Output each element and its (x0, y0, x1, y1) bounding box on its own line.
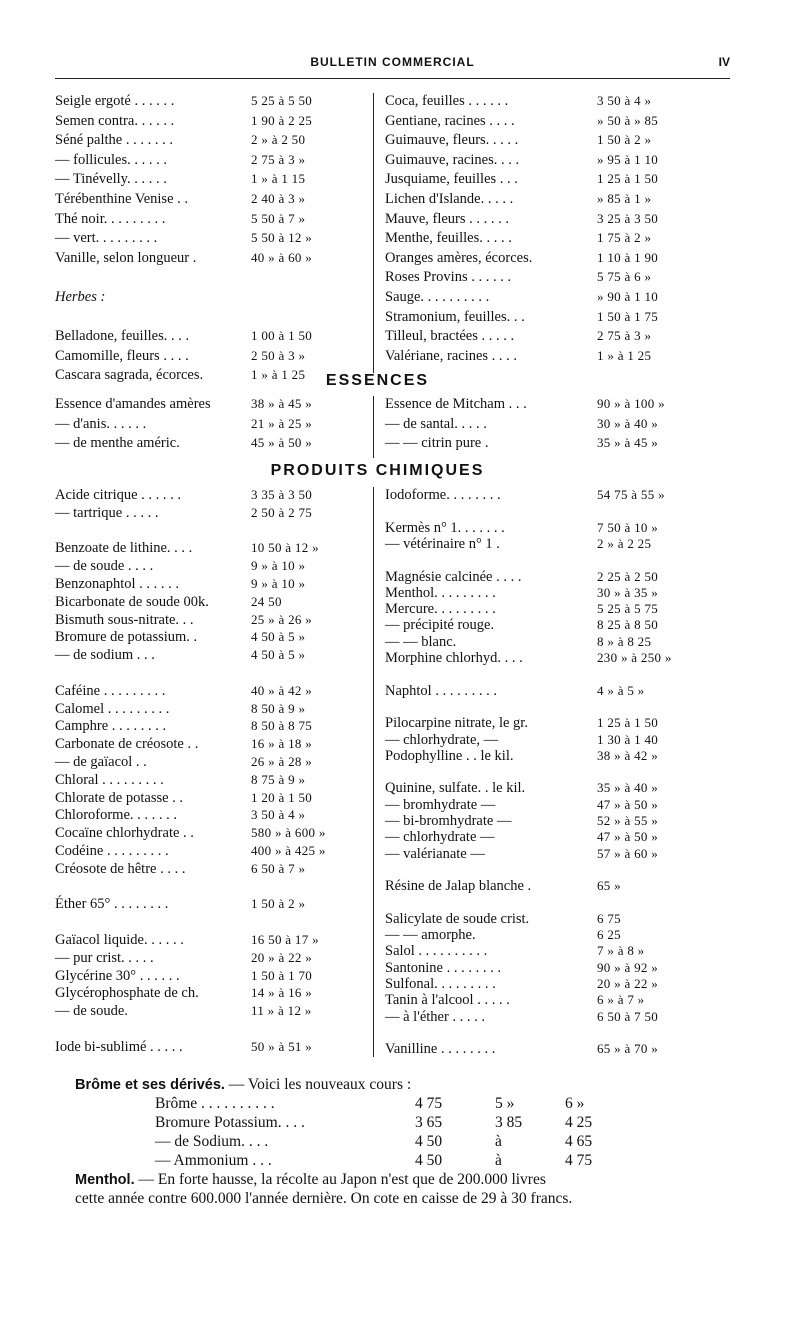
product-name: Calomel . . . . . . . . . (55, 700, 170, 717)
price-range: 1 90 à 2 25 (251, 112, 313, 128)
price-range: 5 50 à 12 » (251, 230, 313, 246)
price-range: 52 » à 55 » (597, 813, 659, 828)
price-range: 3 50 à 4 » (597, 93, 652, 108)
brome-product: — de Sodium. . . . (155, 1133, 269, 1150)
price-range: 2 25 à 2 50 (597, 568, 659, 584)
brome-row (75, 1152, 715, 1171)
price-range: 2 75 à 3 » (597, 328, 652, 344)
page-header (55, 55, 730, 75)
price-high: 6 » (565, 1095, 585, 1112)
product-name: Salol . . . . . . . . . . (385, 943, 488, 960)
product-name: Chlorate de potasse . . (55, 789, 184, 806)
product-name: Roses Provins . . . . . . (385, 269, 512, 286)
price-range: 1 50 à 2 » (597, 132, 652, 148)
product-name: Chloral . . . . . . . . . (55, 771, 164, 788)
product-name: — de sodium . . . (55, 647, 155, 664)
product-name: Camomille, fleurs . . . . (55, 347, 189, 364)
product-name: Bismuth sous-nitrate. . . (55, 611, 194, 628)
product-name: — vétérinaire n° 1 . (385, 535, 500, 552)
price-range: 57 » à 60 » (597, 845, 659, 861)
price-range: » 90 à 1 10 (597, 289, 659, 304)
price-row (55, 191, 365, 211)
price-row (385, 435, 700, 455)
page-number: IV (718, 55, 730, 69)
price-row (55, 416, 365, 436)
product-name: Cascara sagrada, écorces. (55, 367, 204, 384)
product-name: Guimauve, fleurs. . . . . (385, 132, 519, 149)
product-name: — pur crist. . . . . (55, 949, 154, 966)
brome-product: Brôme . . . . . . . . . . (155, 1095, 275, 1112)
price-range: 2 50 à 2 75 (251, 504, 313, 520)
column-divider (373, 93, 374, 373)
essences-section (55, 396, 700, 458)
price-range: 6 75 (597, 910, 621, 926)
product-name: — précipité rouge. (385, 617, 495, 634)
product-name: — chlorhydrate — (385, 829, 495, 846)
price-row (385, 416, 700, 436)
price-range: 1 50 à 1 70 (251, 967, 313, 983)
product-name: Podophylline . . le kil. (385, 747, 514, 764)
price-range: 1 » à 1 15 (251, 171, 306, 187)
column-divider (373, 487, 374, 1057)
price-range: 2 50 à 3 » (251, 347, 306, 363)
price-row (55, 328, 365, 348)
product-name: — d'anis. . . . . . (55, 415, 147, 432)
product-name: Vanille, selon longueur . (55, 249, 197, 266)
price-row (385, 1041, 700, 1061)
product-name: Menthe, feuilles. . . . . (385, 230, 512, 247)
menthol-title: Menthol. (75, 1172, 135, 1188)
product-name: Chloroforme. . . . . . . (55, 807, 178, 824)
price-range: 14 » à 16 » (251, 985, 313, 1001)
brome-row (75, 1095, 715, 1114)
price-row (385, 309, 700, 329)
price-range: 580 » à 600 » (251, 825, 326, 841)
product-name: Valériane, racines . . . . (385, 347, 518, 364)
price-row (55, 309, 365, 329)
price-row (55, 250, 365, 270)
price-range: 8 75 à 9 » (251, 771, 306, 787)
product-name: Essence d'amandes amères (55, 396, 211, 412)
price-range: 2 75 à 3 » (251, 151, 306, 167)
price-range: 6 25 (597, 927, 621, 943)
price-low: 4 50 (415, 1133, 443, 1150)
product-name: Glycérine 30° . . . . . . (55, 967, 180, 984)
price-range: 6 » à 7 » (597, 992, 645, 1008)
price-range: 1 » à 1 25 (251, 367, 306, 383)
price-range: 5 75 à 6 » (597, 269, 652, 285)
product-name: Éther 65° . . . . . . . . (55, 896, 169, 913)
price-range: 4 50 à 5 » (251, 629, 306, 645)
product-name: Quinine, sulfate. . le kil. (385, 780, 526, 797)
price-range: 45 » à 50 » (251, 435, 313, 451)
product-name: — — amorphe. (385, 927, 476, 944)
price-row (385, 171, 700, 191)
price-range: 65 » (597, 878, 621, 894)
price-range: » 85 à 1 » (597, 191, 652, 206)
price-low: 3 65 (415, 1114, 443, 1131)
chimiques-section (55, 487, 700, 1057)
product-name: Résine de Jalap blanche . (385, 878, 532, 895)
price-row (55, 269, 365, 289)
price-mid: 5 » (495, 1095, 515, 1112)
product-name: Essence de Mitcham . . . (385, 396, 527, 412)
product-name: Sulfonal. . . . . . . . . (385, 976, 496, 992)
brome-product: — Ammonium . . . (155, 1152, 272, 1169)
price-range: 1 » à 1 25 (597, 347, 652, 363)
brome-title: Brôme et ses dérivés. (75, 1077, 225, 1093)
product-name: Belladone, feuilles. . . . (55, 328, 190, 345)
product-name: Thé noir. . . . . . . . . (55, 210, 166, 227)
product-name: Morphine chlorhyd. . . . (385, 650, 523, 666)
brome-price-list (75, 1095, 715, 1171)
product-name: — — citrin pure . (385, 435, 489, 452)
product-name: Séné palthe . . . . . . . (55, 132, 173, 149)
product-name: Codéine . . . . . . . . . (55, 843, 169, 859)
price-range: 2 » à 2 25 (597, 535, 652, 551)
product-name: Coca, feuilles . . . . . . (385, 93, 509, 109)
price-range: 35 » à 45 » (597, 435, 659, 451)
price-range: 1 20 à 1 50 (251, 789, 313, 805)
product-name: — bi-bromhydrate — (385, 813, 512, 829)
product-name: Pilocarpine nitrate, le gr. (385, 715, 528, 732)
product-name: Bicarbonate de soude 00k. (55, 593, 209, 610)
product-name: Iode bi-sublimé . . . . . (55, 1038, 183, 1055)
product-name: Magnésie calcinée . . . . (385, 568, 522, 585)
product-name: — de soude. (55, 1003, 128, 1020)
menthol-line-1 (75, 1171, 715, 1190)
price-range: 1 30 à 1 40 (597, 731, 659, 747)
price-range: 3 50 à 4 » (251, 807, 306, 823)
price-row (55, 93, 365, 113)
product-name: — de menthe améric. (55, 435, 180, 452)
price-row (385, 93, 700, 113)
price-low: 4 50 (415, 1152, 443, 1169)
menthol-text-1: — En forte hausse, la récolte au Japon n'est que de 200.000 livres (134, 1171, 546, 1188)
price-range: 90 » à 100 » (597, 396, 665, 411)
price-range: 16 50 à 17 » (251, 932, 319, 947)
price-range: 1 25 à 1 50 (597, 171, 659, 187)
product-name: Tilleul, bractées . . . . . (385, 328, 515, 345)
price-row (385, 191, 700, 211)
price-range: 47 » à 50 » (597, 829, 659, 845)
price-range: 1 10 à 1 90 (597, 249, 659, 265)
price-range: 35 » à 40 » (597, 780, 659, 796)
product-name: Oranges amères, écorces. (385, 249, 533, 266)
price-high: 4 75 (565, 1152, 593, 1169)
price-low: 4 75 (415, 1095, 443, 1112)
price-range: 9 » à 10 » (251, 576, 306, 591)
price-range: 25 » à 26 » (251, 611, 313, 627)
product-name: — de gaïacol . . (55, 754, 147, 770)
price-range: 7 50 à 10 » (597, 519, 659, 535)
price-range: » 50 à » 85 (597, 112, 659, 128)
price-range: 230 » à 250 » (597, 650, 672, 665)
product-name: — vert. . . . . . . . . (55, 230, 158, 247)
price-range: 38 » à 42 » (597, 747, 659, 763)
price-range: 30 » à 35 » (597, 584, 659, 600)
product-name: — — blanc. (385, 633, 457, 650)
price-high: 4 65 (565, 1133, 593, 1150)
product-name: Bromure de potassium. . (55, 629, 198, 646)
price-row (55, 132, 365, 152)
product-name: Tanin à l'alcool . . . . . (385, 992, 510, 1009)
price-range: 90 » à 92 » (597, 959, 659, 975)
price-range: 4 50 à 5 » (251, 647, 306, 663)
price-range: 24 50 (251, 593, 282, 609)
price-row (55, 152, 365, 172)
price-row (385, 269, 700, 289)
price-row (55, 113, 365, 133)
price-range: 1 50 à 1 75 (597, 308, 659, 324)
product-name: Caféine . . . . . . . . . (55, 682, 166, 699)
product-name: — valérianate — (385, 845, 485, 862)
price-range: 30 » à 40 » (597, 415, 659, 431)
product-name: Naphtol . . . . . . . . . (385, 682, 497, 699)
price-range: 4 » à 5 » (597, 682, 645, 698)
product-name: — chlorhydrate, — (385, 731, 499, 748)
product-name: — bromhydrate — (385, 796, 496, 813)
price-range: 3 35 à 3 50 (251, 487, 313, 502)
product-name: Menthol. . . . . . . . . (385, 584, 496, 601)
product-name: — de soude . . . . (55, 558, 154, 575)
price-row (385, 152, 700, 172)
product-name: — follicules. . . . . . (55, 151, 167, 168)
price-range: 2 40 à 3 » (251, 191, 306, 206)
product-name: Gentiane, racines . . . . (385, 112, 515, 129)
price-row (55, 435, 365, 455)
price-row (385, 328, 700, 348)
product-name: Glycérophosphate de ch. (55, 985, 199, 1002)
menthol-line-2: cette année contre 600.000 l'année dernière. On cote en caisse de 29 à 30 francs. (75, 1190, 573, 1207)
price-range: 5 50 à 7 » (251, 210, 306, 226)
price-range: 5 25 à 5 50 (251, 93, 313, 108)
notes-section (75, 1076, 715, 1209)
product-name: Térébenthine Venise . . (55, 191, 189, 207)
price-range: 8 50 à 8 75 (251, 718, 313, 734)
price-range: 1 75 à 2 » (597, 230, 652, 246)
price-row (385, 250, 700, 270)
price-range: 8 50 à 9 » (251, 700, 306, 716)
price-row (385, 348, 700, 368)
price-mid: 3 85 (495, 1114, 523, 1131)
price-range: 6 50 à 7 50 (597, 1008, 659, 1024)
product-name: Iodoforme. . . . . . . . (385, 487, 501, 503)
brome-row (75, 1133, 715, 1152)
price-row (385, 113, 700, 133)
price-range: 1 50 à 2 » (251, 896, 306, 912)
price-range: 2 » à 2 50 (251, 132, 306, 148)
price-range: 16 » à 18 » (251, 736, 313, 752)
price-row (385, 289, 700, 309)
product-name: Cocaïne chlorhydrate . . (55, 825, 194, 842)
price-range: 5 25 à 5 75 (597, 601, 659, 617)
price-range: 3 25 à 3 50 (597, 210, 659, 226)
price-range: 20 » à 22 » (597, 976, 659, 991)
price-row (55, 396, 365, 416)
price-range: 21 » à 25 » (251, 415, 313, 431)
product-name: Mauve, fleurs . . . . . . (385, 210, 510, 227)
product-name: Carbonate de créosote . . (55, 736, 199, 753)
price-range: 8 25 à 8 50 (597, 617, 659, 633)
price-row (385, 211, 700, 231)
price-row (385, 396, 700, 416)
brome-intro (75, 1076, 715, 1095)
brome-text: — Voici les nouveaux cours : (224, 1076, 412, 1093)
subheading (55, 289, 365, 309)
price-row (385, 132, 700, 152)
bulletin-title: BULLETIN COMMERCIAL (310, 55, 475, 69)
price-row (385, 230, 700, 250)
price-row (55, 1039, 365, 1059)
price-range: 40 » à 42 » (251, 682, 313, 698)
price-range: 9 » à 10 » (251, 558, 306, 574)
product-name: Benzoate de lithine. . . . (55, 540, 193, 557)
product-name: Herbes : (55, 289, 106, 305)
product-name: Lichen d'Islande. . . . . (385, 191, 514, 207)
price-range: 65 » à 70 » (597, 1041, 659, 1057)
price-row (55, 211, 365, 231)
price-mid: à (495, 1133, 502, 1150)
product-name: Acide citrique . . . . . . (55, 487, 182, 503)
essences-heading: ESSENCES (325, 372, 430, 389)
price-mid: à (495, 1152, 502, 1169)
column-divider (373, 396, 374, 458)
price-range: 1 00 à 1 50 (251, 328, 313, 344)
product-name: Camphre . . . . . . . . (55, 718, 167, 735)
product-name: Jusquiame, feuilles . . . (385, 171, 518, 188)
product-name: Semen contra. . . . . . (55, 112, 175, 129)
price-range: 11 » à 12 » (251, 1003, 312, 1019)
product-name: — Tinévelly. . . . . . (55, 171, 167, 188)
product-name: Seigle ergoté . . . . . . (55, 93, 175, 109)
price-range: 54 75 à 55 » (597, 487, 665, 502)
product-name: Santonine . . . . . . . . (385, 959, 501, 976)
price-range: 38 » à 45 » (251, 396, 313, 411)
header-rule (55, 78, 730, 79)
product-name: Mercure. . . . . . . . . (385, 601, 496, 618)
product-name: Stramonium, feuilles. . . (385, 308, 525, 325)
price-range: 40 » à 60 » (251, 249, 313, 265)
price-range: 10 50 à 12 » (251, 540, 319, 556)
product-name: Salicylate de soude crist. (385, 910, 530, 927)
price-range: 20 » à 22 » (251, 949, 313, 965)
product-name: Créosote de hêtre . . . . (55, 860, 186, 877)
price-range: 7 » à 8 » (597, 943, 645, 959)
price-range: 47 » à 50 » (597, 796, 659, 812)
price-high: 4 25 (565, 1114, 593, 1131)
product-name: Benzonaphtol . . . . . . (55, 576, 180, 592)
price-row (55, 230, 365, 250)
price-row (55, 171, 365, 191)
product-name: — de santal. . . . . (385, 415, 487, 432)
brome-row (75, 1114, 715, 1133)
price-row (55, 348, 365, 368)
product-name: Kermès n° 1. . . . . . . (385, 519, 505, 536)
price-range: 50 » à 51 » (251, 1038, 313, 1054)
product-name: — tartrique . . . . . (55, 504, 159, 521)
price-range: 1 25 à 1 50 (597, 715, 659, 731)
product-name: — à l'éther . . . . . (385, 1008, 486, 1025)
brome-product: Bromure Potassium. . . . (155, 1114, 305, 1131)
price-range: 8 » à 8 25 (597, 633, 652, 649)
chimiques-heading: PRODUITS CHIMIQUES (270, 462, 485, 479)
product-name: Gaïacol liquide. . . . . . (55, 932, 184, 948)
price-range: 26 » à 28 » (251, 754, 313, 769)
product-name: Vanilline . . . . . . . . (385, 1041, 496, 1058)
price-range: » 95 à 1 10 (597, 151, 659, 167)
price-range: 400 » à 425 » (251, 843, 326, 858)
price-range: 6 50 à 7 » (251, 860, 306, 876)
product-name: Sauge. . . . . . . . . . (385, 289, 490, 305)
product-name: Guimauve, racines. . . . (385, 151, 520, 168)
